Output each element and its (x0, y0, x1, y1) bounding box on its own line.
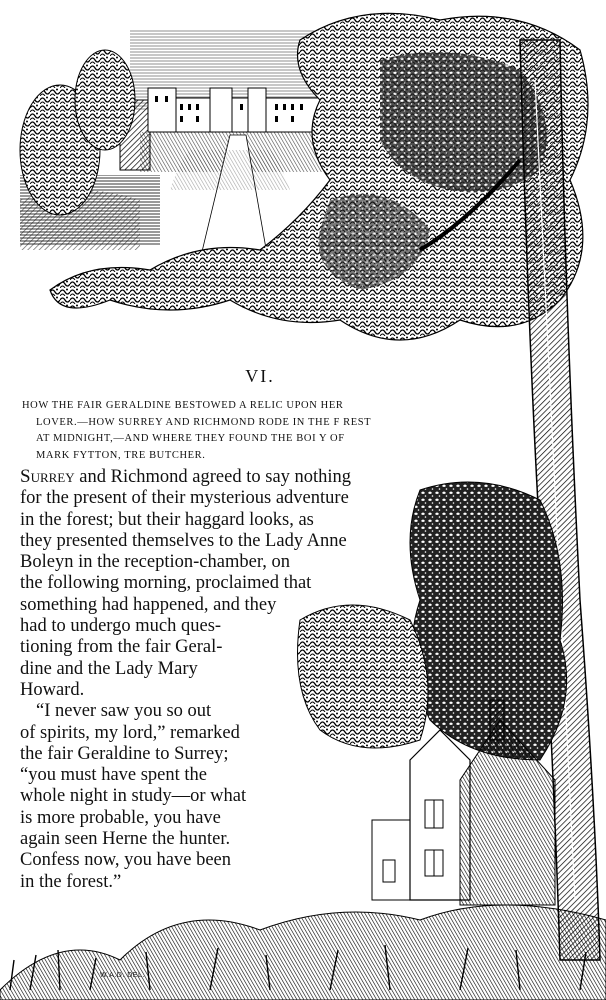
text-line: Howard. (20, 679, 85, 700)
text-line: in the forest.” (20, 871, 122, 892)
text-line: again seen Herne the hunter. (20, 829, 231, 850)
text-line: of spirits, my lord,” remarked (20, 722, 240, 743)
chapter-heading (22, 398, 462, 464)
text-line: is more probable, you have (20, 807, 221, 828)
first-line-rest: and Richmond agreed to say nothing (74, 467, 352, 487)
dropword: Surrey (20, 466, 75, 487)
body-text (20, 466, 351, 893)
chapter-heading-line: AT MIDNIGHT,—AND WHERE THEY FOUND THE BOI Y OF (36, 433, 345, 444)
text-line: the following morning, proclaimed that (20, 573, 312, 594)
text-line: in the forest; but their haggard looks, as (20, 509, 314, 530)
text-line: for the present of their mysterious adventure (20, 488, 349, 509)
text-line: whole night in study—or what (20, 786, 247, 807)
chapter-number: VI. (245, 366, 275, 386)
text-line: dine and the Lady Mary (20, 658, 198, 679)
text-line: “I never saw you so out (36, 701, 212, 722)
text-line: they presented themselves to the Lady Anne (20, 530, 347, 551)
text-line: something had happened, and they (20, 594, 277, 615)
text-line: had to undergo much ques- (20, 616, 222, 637)
text-line: tioning from the fair Geral- (20, 637, 223, 658)
engraver-signature: W.A.D. DEL. (100, 972, 145, 979)
chapter-heading-line: MARK FYTTON, TRE BUTCHER. (36, 449, 206, 461)
text-line: “you must have spent the (20, 765, 208, 786)
chapter-heading-line: LOVER.—HOW SURREY AND RICHMOND RODE IN THE F REST (36, 416, 372, 428)
foreground-grass (0, 905, 606, 1000)
text-line: the fair Geraldine to Surrey; (20, 743, 229, 764)
text-line: Boleyn in the reception-chamber, on (20, 552, 290, 573)
chapter-heading-line: HOW THE FAIR GERALDINE BESTOWED A RELIC UPON HER (22, 400, 344, 411)
text-line: Confess now, you have been (20, 850, 231, 871)
text-line (20, 466, 351, 488)
